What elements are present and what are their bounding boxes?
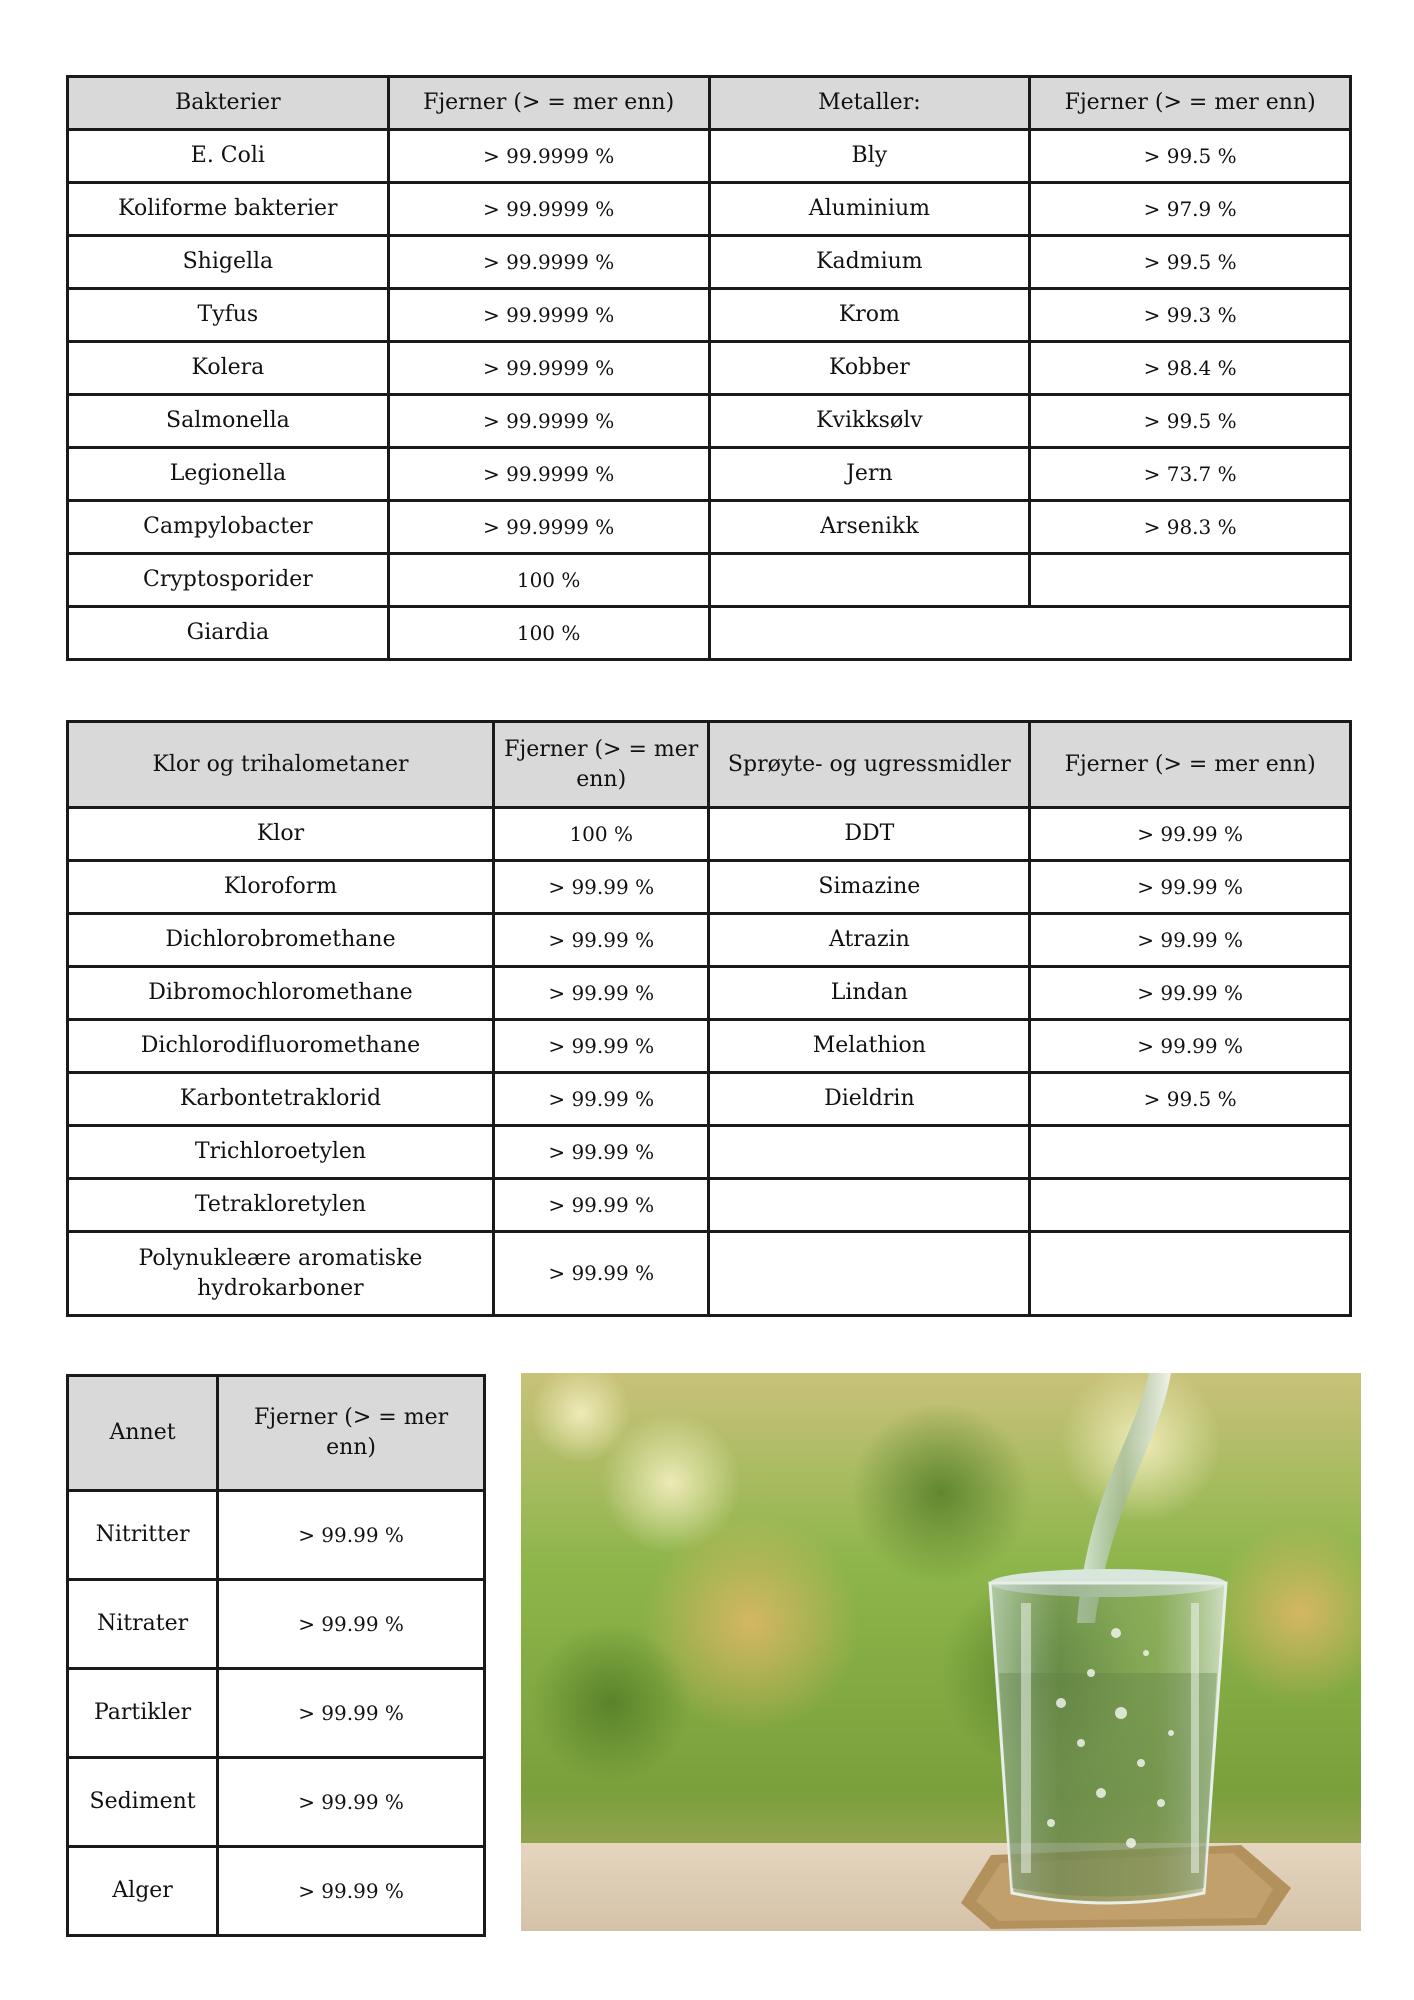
chlorine-name: Dichlorobromethane [68, 914, 494, 967]
chlorine-value: > 99.99 % [493, 1020, 709, 1073]
empty-cell [709, 1126, 1030, 1179]
metal-name: Kobber [709, 342, 1030, 395]
pesticide-name: DDT [709, 808, 1030, 861]
other-value: > 99.99 % [218, 1580, 485, 1669]
bacteria-name: Koliforme bakterier [68, 183, 389, 236]
chlorine-value: > 99.99 % [493, 1179, 709, 1232]
chlorine-name: Kloroform [68, 861, 494, 914]
pesticide-name: Dieldrin [709, 1073, 1030, 1126]
chlorine-value: 100 % [493, 808, 709, 861]
table-header-row [68, 1376, 485, 1491]
bacteria-value: 100 % [388, 554, 709, 607]
bacteria-value: > 99.9999 % [388, 448, 709, 501]
metal-value: > 73.7 % [1030, 448, 1351, 501]
pesticide-name: Melathion [709, 1020, 1030, 1073]
other-value: > 99.99 % [218, 1758, 485, 1847]
empty-cell [1030, 554, 1351, 607]
bacteria-metals-table [66, 75, 1352, 661]
header-pesticides: Sprøyte- og ugressmidler [709, 722, 1030, 808]
header-chlorine: Klor og trihalometaner [68, 722, 494, 808]
header-other: Annet [68, 1376, 218, 1491]
table-row [68, 501, 1351, 554]
chlorine-name: Tetrakloretylen [68, 1179, 494, 1232]
metal-value: > 99.5 % [1030, 236, 1351, 289]
metal-value: > 99.3 % [1030, 289, 1351, 342]
pesticide-value: > 99.99 % [1030, 967, 1351, 1020]
metal-name: Krom [709, 289, 1030, 342]
metal-name: Jern [709, 448, 1030, 501]
bacteria-name: Tyfus [68, 289, 389, 342]
other-name: Alger [68, 1847, 218, 1936]
bacteria-name: Kolera [68, 342, 389, 395]
chlorine-value: > 99.99 % [493, 1073, 709, 1126]
empty-cell [1030, 1179, 1351, 1232]
chlorine-value: > 99.99 % [493, 1232, 709, 1316]
metal-name: Arsenikk [709, 501, 1030, 554]
table-row [68, 1232, 1351, 1316]
table-row [68, 130, 1351, 183]
pesticide-value: > 99.99 % [1030, 808, 1351, 861]
bacteria-name: Giardia [68, 607, 389, 660]
table-row [68, 289, 1351, 342]
header-metals: Metaller: [709, 77, 1030, 130]
empty-cell [709, 607, 1351, 660]
table-row [68, 1126, 1351, 1179]
table-row [68, 808, 1351, 861]
bacteria-name: Legionella [68, 448, 389, 501]
table-header-row [68, 77, 1351, 130]
water-glass-illustration [521, 1373, 1361, 1931]
metal-value: > 98.3 % [1030, 501, 1351, 554]
chlorine-value: > 99.99 % [493, 1126, 709, 1179]
bacteria-value: > 99.9999 % [388, 395, 709, 448]
bacteria-value: > 99.9999 % [388, 342, 709, 395]
chlorine-name: Dibromochloromethane [68, 967, 494, 1020]
chlorine-name: Karbontetraklorid [68, 1073, 494, 1126]
pesticide-name: Lindan [709, 967, 1030, 1020]
table-row [68, 1758, 485, 1847]
bacteria-name: Campylobacter [68, 501, 389, 554]
chlorine-name: Polynukleære aromatiske hydrokarboner [68, 1232, 494, 1316]
empty-cell [1030, 1126, 1351, 1179]
table-row [68, 236, 1351, 289]
chlorine-value: > 99.99 % [493, 914, 709, 967]
header-removes: Fjerner (> = mer enn) [218, 1376, 485, 1491]
pesticide-value: > 99.99 % [1030, 914, 1351, 967]
bacteria-value: > 99.9999 % [388, 183, 709, 236]
table-row [68, 183, 1351, 236]
chlorine-pesticides-table [66, 720, 1352, 1317]
metal-name: Aluminium [709, 183, 1030, 236]
table-row [68, 1669, 485, 1758]
table-row [68, 1020, 1351, 1073]
other-value: > 99.99 % [218, 1669, 485, 1758]
header-bacteria: Bakterier [68, 77, 389, 130]
table-row [68, 1179, 1351, 1232]
other-value: > 99.99 % [218, 1491, 485, 1580]
bacteria-value: > 99.9999 % [388, 501, 709, 554]
bacteria-value: > 99.9999 % [388, 289, 709, 342]
chlorine-name: Klor [68, 808, 494, 861]
empty-cell [709, 1232, 1030, 1316]
table-row [68, 1580, 485, 1669]
other-name: Partikler [68, 1669, 218, 1758]
bacteria-value: > 99.9999 % [388, 236, 709, 289]
pesticide-value: > 99.99 % [1030, 861, 1351, 914]
metal-value: > 99.5 % [1030, 395, 1351, 448]
chlorine-name: Dichlorodifluoromethane [68, 1020, 494, 1073]
header-removes: Fjerner (> = mer enn) [493, 722, 709, 808]
empty-cell [709, 554, 1030, 607]
pesticide-value: > 99.99 % [1030, 1020, 1351, 1073]
metal-value: > 98.4 % [1030, 342, 1351, 395]
table-header-row [68, 722, 1351, 808]
table-row [68, 554, 1351, 607]
empty-cell [1030, 1232, 1351, 1316]
metal-name: Kvikksølv [709, 395, 1030, 448]
chlorine-name: Trichloroetylen [68, 1126, 494, 1179]
table-row [68, 1847, 485, 1936]
pesticide-name: Atrazin [709, 914, 1030, 967]
header-removes: Fjerner (> = mer enn) [388, 77, 709, 130]
chlorine-value: > 99.99 % [493, 967, 709, 1020]
bacteria-value: 100 % [388, 607, 709, 660]
table-row [68, 861, 1351, 914]
bacteria-name: Salmonella [68, 395, 389, 448]
table-row [68, 914, 1351, 967]
other-name: Nitrater [68, 1580, 218, 1669]
metal-name: Kadmium [709, 236, 1030, 289]
other-value: > 99.99 % [218, 1847, 485, 1936]
bacteria-name: Cryptosporider [68, 554, 389, 607]
metal-value: > 99.5 % [1030, 130, 1351, 183]
bacteria-name: Shigella [68, 236, 389, 289]
table-row [68, 967, 1351, 1020]
water-glass-photo [521, 1373, 1361, 1931]
table-row [68, 448, 1351, 501]
other-name: Nitritter [68, 1491, 218, 1580]
empty-cell [709, 1179, 1030, 1232]
other-name: Sediment [68, 1758, 218, 1847]
header-removes: Fjerner (> = mer enn) [1030, 77, 1351, 130]
metal-value: > 97.9 % [1030, 183, 1351, 236]
table-row [68, 1073, 1351, 1126]
pesticide-name: Simazine [709, 861, 1030, 914]
bacteria-name: E. Coli [68, 130, 389, 183]
table-row [68, 1491, 485, 1580]
table-row [68, 607, 1351, 660]
other-table [66, 1374, 486, 1937]
table-row [68, 342, 1351, 395]
table-row [68, 395, 1351, 448]
chlorine-value: > 99.99 % [493, 861, 709, 914]
metal-name: Bly [709, 130, 1030, 183]
pesticide-value: > 99.5 % [1030, 1073, 1351, 1126]
header-removes: Fjerner (> = mer enn) [1030, 722, 1351, 808]
bacteria-value: > 99.9999 % [388, 130, 709, 183]
